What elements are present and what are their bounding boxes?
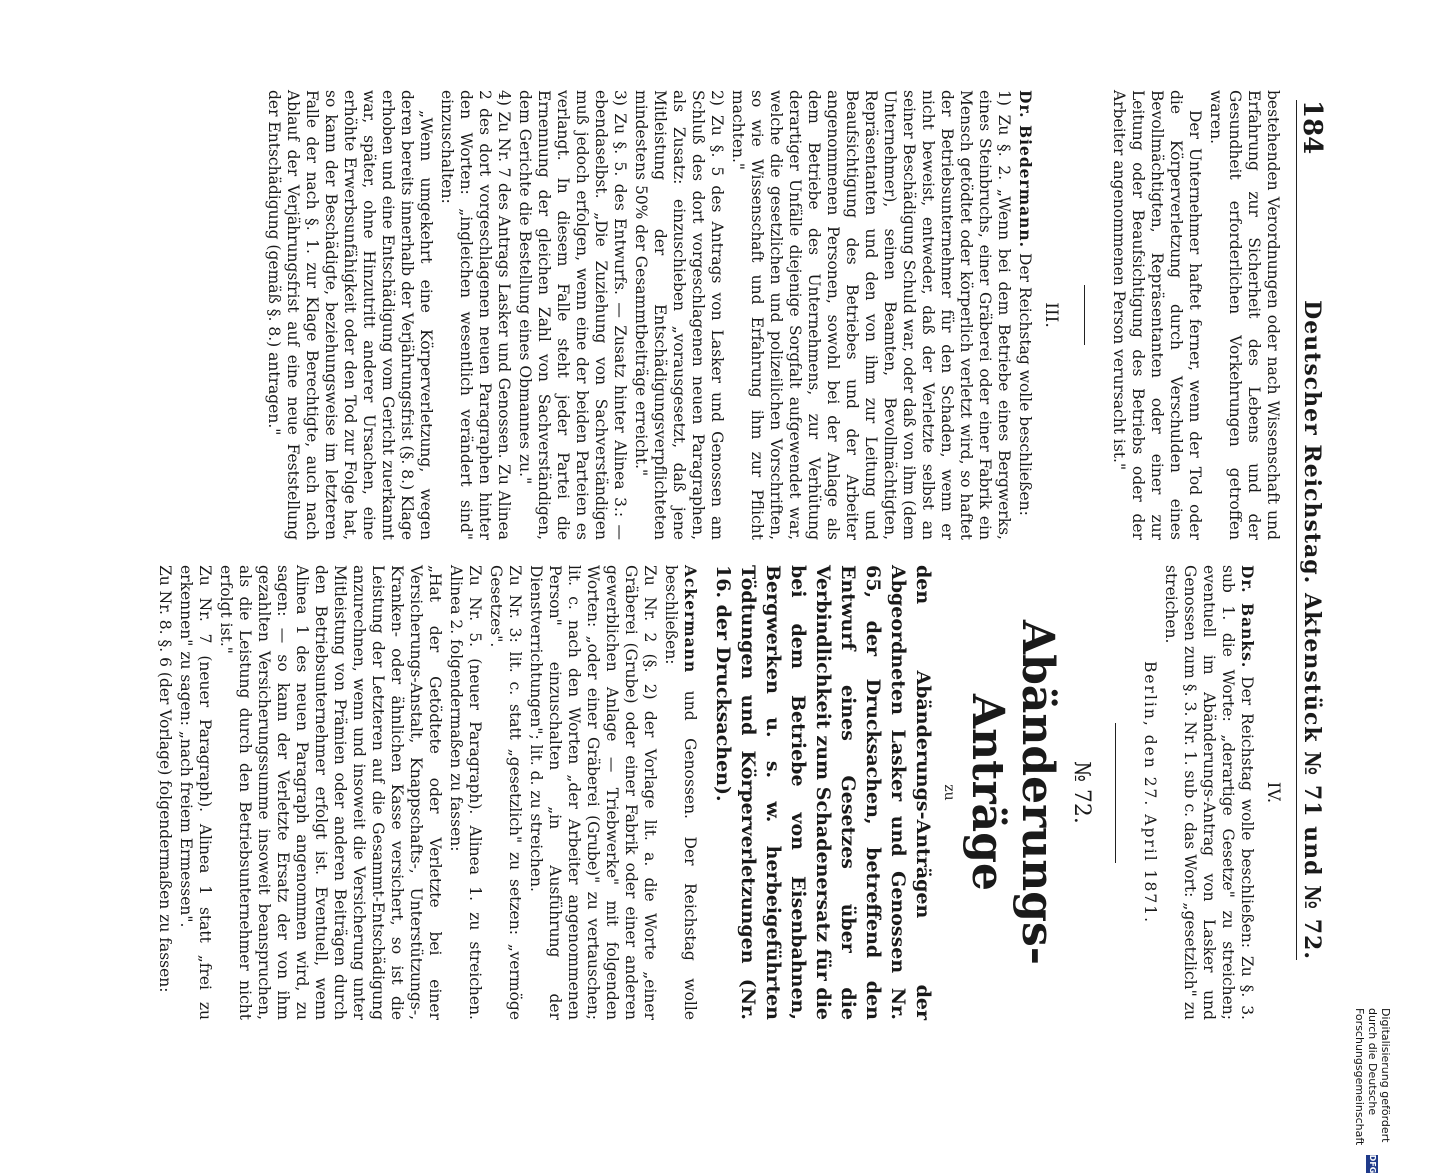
author-name: Dr. Biedermann. <box>1016 90 1035 249</box>
motion-intro-text: und Genossen. Der Reichstag wolle beschließen: <box>662 565 699 1020</box>
running-title: Deutscher Reichstag. Aktenstück № 71 und № 72. <box>1299 300 1325 960</box>
section-heading: IV. <box>1263 781 1283 804</box>
dfg-logo: DFG <box>1368 1154 1377 1173</box>
motion-quote: „Wenn umgekehrt eine Körperverletzung, wegen deren bereits innerhalb der Verjährungsfrist (§. 8.) Klage erhoben und eine Entschädigung vom Gericht zuerkannt war, später, ohne Hinzutritt anderer Ursachen, eine erhöhte Erwerbsunfähigkeit oder den Tod zur Folge hat, so kann der Beschädigte, beziehungsweise im letzteren Falle der nach §. 1. zur Klage Berechtigte, auch nach Ablauf der Verjährungsfrist auf eine neue Feststellung der Entschädigung (gemäß §. 8.) antragen." <box>265 90 435 540</box>
document-number: № 72. <box>1069 761 1094 824</box>
motion-item: Zu Nr. 2 (§. 2) der Vorlage lit. a. die Worte „einer Gräberei (Grube) oder einer Fabrik oder einer anderen gewerblichen Anlage — Triebwerke" mit folgenden Worten: „oder einer Gräberei (Grube)" zu vertauschen; lit. c. nach den Worten „der Arbeiter angenommenen Person" einzuschalten „in Ausführung der Dienstverrichtungen"; lit. d. zu streichen. <box>527 565 659 1020</box>
motion-item: Zu Nr. 3: lit. c. statt „gesetzlich" zu setzen: „vermöge Gesetzes". <box>487 565 524 1020</box>
left-column <box>262 90 1282 540</box>
document-subtitle: den Abänderungs-Anträgen der Abgeordneten Lasker und Genossen Nr. 65, der Drucksachen, betreffend den Entwurf eines Gesetzes über die Verbindlichkeit zum Schadenersatz für die bei dem Betriebe von Eisenbahnen, Bergwerken u. s. w. herbeigeführten Tödtungen und Körperverletzungen (Nr. 16. der Drucksachen). <box>712 565 934 1020</box>
page-header <box>1296 100 1337 960</box>
right-column <box>153 565 1282 1020</box>
title-connector: zu <box>941 784 957 801</box>
motion-intro <box>1161 565 1257 1020</box>
credit-text: Digitalisierung gefördert durch die Deutsche Forschungsgemeinschaft <box>1353 1008 1392 1146</box>
motion-item: 2) Zu §. 5 des Antrags von Lasker und Genossen am Schluß des dort vorgeschlagenen neuen Paragraphen, als Zusatz: einzuschieben „vorausgesetzt, daß jene Mitleistung der Entschädigungsverpflichteten mindestens 50% der Gesammtbeiträge erreicht." <box>632 90 726 540</box>
author-name: Dr. Banks. <box>1238 565 1257 669</box>
motion-item: Zu Nr. 7 (neuer Paragraph). Alinea 1 statt „frei zu erkennen" zu sagen: „nach freiem Ermessen". <box>177 565 214 1020</box>
motion-item: 1) Zu §. 2. „Wenn bei dem Betriebe eines Bergwerks, eines Steinbruchs, einer Gräberei oder einer Fabrik ein Mensch getödtet oder körperlich verletzt wird, so haftet der Betriebsunternehmer für den Schaden, wenn er nicht beweist, entweder, daß der Verletzte selbst an seiner Beschädigung Schuld war, oder daß von ihm (dem Unternehmer), seinen Beamten, Bevollmächtigten, Repräsentanten und den von ihm zur Leitung und Beaufsichtigung des Betriebes und der Arbeiter angenommenen Personen, sowohl bei der Anlage als dem Betriebe des Unternehmens, zur Verhütung derartiger Unfälle diejenige Sorgfalt aufgewendet war, welche die gesetzlichen und polizeilichen Vorschriften, so wie Wissenschaft und Erfahrung ihm zur Pflicht machten." <box>729 90 1013 540</box>
section-divider <box>1084 285 1085 345</box>
document-title: Abänderungs-Anträge <box>962 619 1063 966</box>
author-name: Ackermann <box>681 565 700 674</box>
section-divider <box>1115 723 1116 863</box>
motion-intro <box>1015 90 1035 540</box>
motion-quote: „Hat der Getödtete oder Verletzte bei einer Versicherungs-Anstalt, Knappschafts-, Unterstützungs-, Kranken- oder ähnlichen Kasse versichert, so ist die Leistung der Letzteren auf die Gesammt-Entschädigung anzurechnen, wenn und insoweit die Versicherung unter Mitleistung von Prämien oder anderen Beiträgen durch den Betriebsunternehmer erfolgt ist. Eventuell, wenn Alinea 1 des neuen Paragraph angenommen wird, zu sagen: — so kann der Verletzte Ersatz der von ihm gezahlten Versicherungssumme insoweit beanspruchen, als die Leistung durch den Betriebsunternehmer nicht erfolgt ist." <box>217 565 444 1020</box>
motion-text: Der Reichstag wolle beschließen: Zu §. 3. sub 1. die Worte: „derartige Gesetze" zu streichen; eventuell im Abänderungs-Antrag von Lasker und Genossen zum §. 3. Nr. 1. sub c. das Wort: „gesetzlich" zu streichen. <box>1162 565 1256 1020</box>
intro-paragraph: bestehenden Verordnungen oder nach Wissenschaft und Erfahrung zur Sicherheit des Lebens und der Gesundheit erforderlichen Vorkehrungen getroffen waren. <box>1207 90 1282 540</box>
intro-paragraph: Der Unternehmer haftet ferner, wenn der Tod oder die Körperverletzung durch Verschulden eines Bevollmächtigten, Repräsentanten oder einer zur Leitung oder Beaufsichtigung des Betriebs oder der Arbeiter angenommenen Person verursacht ist." <box>1110 90 1204 540</box>
motion-intro <box>661 565 700 1020</box>
motion-item: 3) Zu §. 5. des Entwurfs. — Zusatz hinter Alinea 3.: — ebendaselbst. „Die Zuziehung von Sachverständigen muß jedoch erfolgen, wenn eine der beiden Parteien es verlangt. In diesem Falle steht jeder Partei die Ernennung der gleichen Zahl von Sachverständigen, dem Gerichte die Bestellung eines Obmannes zu." <box>516 90 629 540</box>
motion-intro-text: Der Reichstag wolle beschließen: <box>1016 253 1034 516</box>
date-line: Berlin, den 27. April 1871. <box>1141 660 1159 925</box>
digitization-credit <box>1353 1008 1392 1173</box>
motion-item: Zu Nr. 5. (neuer Paragraph). Alinea 1. zu streichen. Alinea 2. folgendermaßen zu fassen: <box>447 565 484 1020</box>
motion-item: 4) Zu Nr. 7 des Antrags Lasker und Genossen. Zu Alinea 2 des dort vorgeschlagenen neuen Paragraphen hinter den Worten: „ingleichen wesentlich verändert sind" einzuschalten: <box>438 90 513 540</box>
page-number: 184 <box>1297 100 1327 155</box>
motion-item: Zu Nr. 8. §. 6 (der Vorlage) folgendermaßen zu fassen: <box>156 565 174 993</box>
section-heading: III. <box>1041 302 1061 328</box>
